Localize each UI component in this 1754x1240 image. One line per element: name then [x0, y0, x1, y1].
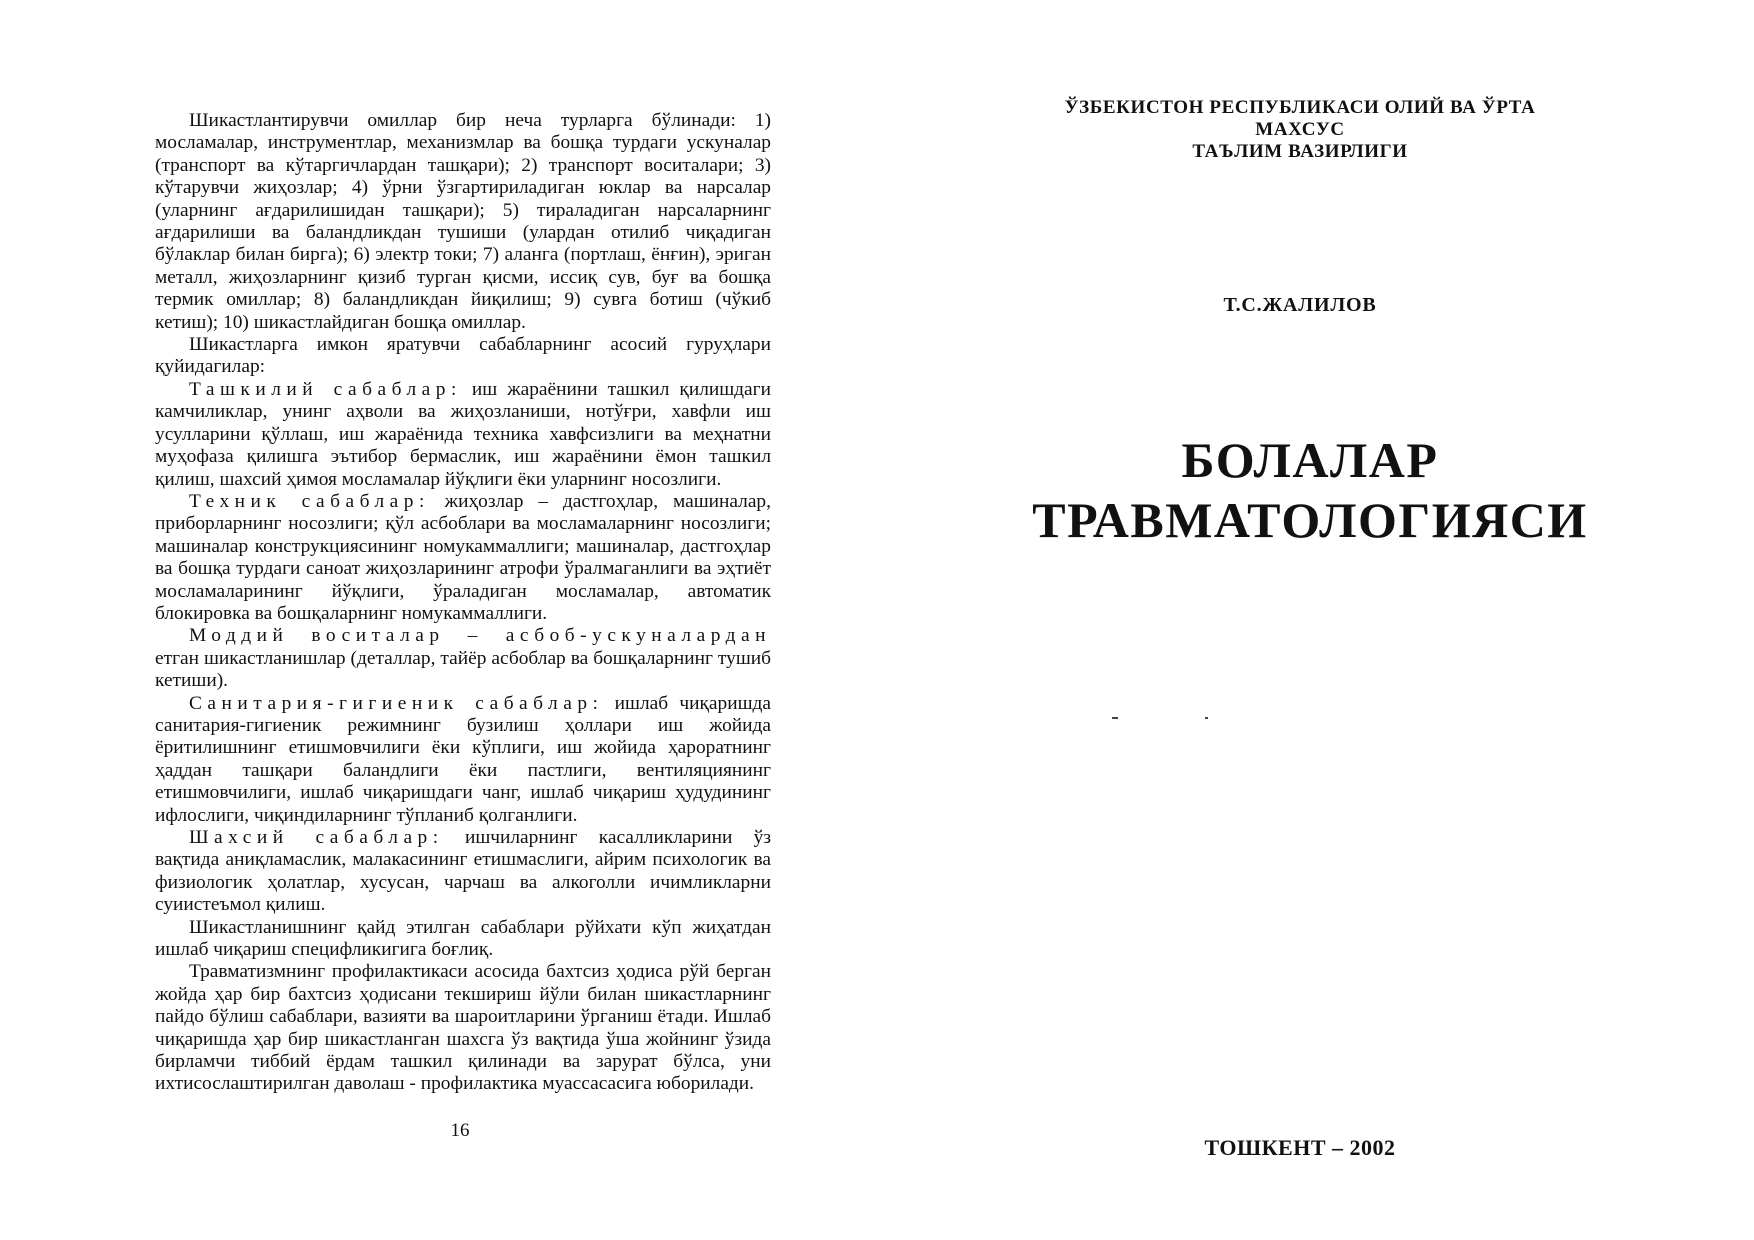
- book-title: [1010, 430, 1610, 550]
- paragraph: [155, 625, 771, 692]
- paragraph: [155, 693, 771, 827]
- paragraph-text: етган шикастланишлар (деталлар, тайёр асбоблар ва бошқаларнинг тушиб кетиши).: [155, 647, 771, 692]
- paragraph: [155, 827, 771, 917]
- paragraph-text: Шикастланишнинг қайд этилган сабаблари рўйхати кўп жиҳатдан ишлаб чиқариш специфликигига боғлиқ.: [155, 916, 771, 961]
- paragraph-text: ишлаб чиқаришда санитария-гигиеник режимнинг бузилиш ҳоллари иш жойида ёритилишнинг етишмовчилиги ёки кўплиги, иш жойида ҳароратнинг ҳаддан ташқари баландлиги ёки пастлиги, вентиляциянинг етишмовчилиги, ишлаб чиқаришдаги чанг, ишлаб чиқариш ҳудудининг ифлослиги, чиқиндиларнинг тўпланиб қолганлиги.: [155, 692, 771, 826]
- scan-mark: [1112, 717, 1118, 719]
- title-line: ТРАВМАТОЛОГИЯСИ: [1032, 492, 1588, 548]
- paragraph: [155, 917, 771, 962]
- paragraph-text: иш жараёнини ташкил қилишдаги камчиликлар, унинг аҳволи ва жиҳозланиши, нотўғри, хавфли иш усулларини қўллаш, иш жараёнида техника хавфсизлиги ва меҳнатни муҳофаза қилишга эътибор бермаслик, иш жараёнини ёмон ташкил қилиш, шахсий ҳимоя мосламалар йўқлиги ёки уларнинг носозлиги.: [155, 378, 771, 490]
- paragraph-lead: Моддий воситалар – асбоб-ускуналардан: [189, 625, 771, 647]
- paragraph-lead: Техник сабаблар:: [189, 490, 430, 512]
- paragraph-text: Травматизмнинг профилактикаси асосида бахтсиз ҳодиса рўй берган жойда ҳар бир бахтсиз ҳодисани текшириш йўли билан шикастларнинг пайдо бўлиш сабаблари, вазияти ва шароитларини ўрганиш ётади. Ишлаб чиқаришда ҳар бир шикастланган шахсга ўз вақтида ўша жойнинг ўзида бирламчи тиббий ёрдам ташкил қилинади ва зарурат бўлса, уни ихтисослаштирилган даволаш - профилактика муассасасига юборилади.: [155, 961, 771, 1095]
- paragraph-lead: Шахсий сабаблар:: [189, 827, 444, 848]
- author-name: Т.С.ЖАЛИЛОВ: [1223, 294, 1377, 316]
- scan-mark: [1205, 717, 1208, 719]
- paragraph-text: жиҳозлар – дастгоҳлар, машиналар, приборларнинг носозлиги; қўл асбоблари ва мосламаларнинг носозлиги; машиналар конструкциясининг номукаммаллиги; машиналар, дастгоҳлар ва бошқа турдаги саноат жиҳозларининг атрофи ўралмаганлиги ва эҳтиёт мосламаларининг йўқлиги, ўраладиган мосламалар, автоматик блокировка ва бошқаларнинг номукаммаллиги.: [155, 490, 771, 624]
- paragraph-text: Шикастларга имкон яратувчи сабабларнинг асосий гуруҳлари қуйидагилар:: [155, 334, 771, 378]
- title-line: БОЛАЛАР: [1181, 432, 1439, 488]
- paragraph-lead: Ташкилий сабаблар:: [189, 378, 462, 400]
- paragraph: [155, 334, 771, 379]
- paragraph: [155, 491, 771, 625]
- paragraph: [155, 961, 771, 1095]
- ministry-line: ЎЗБЕКИСТОН РЕСПУБЛИКАСИ ОЛИЙ ВА ЎРТА МАХСУС: [1064, 97, 1536, 140]
- paragraph-text: Шикастлантирувчи омиллар бир неча турларга бўлинади: 1) мосламалар, инструментлар, механизмлар ва бошқа турдаги ускуналар (транспорт ва кўтаргичлардан ташқари); 2) транспорт воситалари; 3) кўтарувчи жиҳозлар; 4) ўрни ўзгартириладиган юклар ва нарсалар (уларнинг ағдарилишидан ташқари); 5) тираладиган нарсаларнинг ағдарилиши ва баландликдан тушиши (улардан отилиб чиқадиган бўлаклар билан бирга); 6) электр токи; 7) аланга (портлаш, ёнғин), эриган металл, жиҳозларнинг қизиб турган қисми, иссиқ сув, буғ ва бошқа термик омиллар; 8) баландликдан йиқилиш; 9) сувга ботиш (чўкиб кетиш); 10) шикастлайдиган бошқа омиллар.: [155, 110, 771, 333]
- left-page-body: [155, 110, 771, 1096]
- paragraph: [155, 379, 771, 491]
- paragraph: [155, 110, 771, 334]
- ministry-line: ТАЪЛИМ ВАЗИРЛИГИ: [1192, 141, 1408, 162]
- paragraph-text: ишчиларнинг касалликларини ўз вақтида аниқламаслик, малакасининг етишмаслиги, айрим психологик ва физиологик ҳолатлар, хусусан, чарчаш ва алкоголли ичимликларни суиистеъмол қилиш.: [155, 827, 771, 916]
- page-number: 16: [450, 1120, 470, 1141]
- ministry-heading: [1020, 97, 1580, 163]
- place-year: ТОШКЕНТ – 2002: [1204, 1135, 1396, 1160]
- paragraph-lead: Санитария-гигиеник сабаблар:: [189, 692, 604, 714]
